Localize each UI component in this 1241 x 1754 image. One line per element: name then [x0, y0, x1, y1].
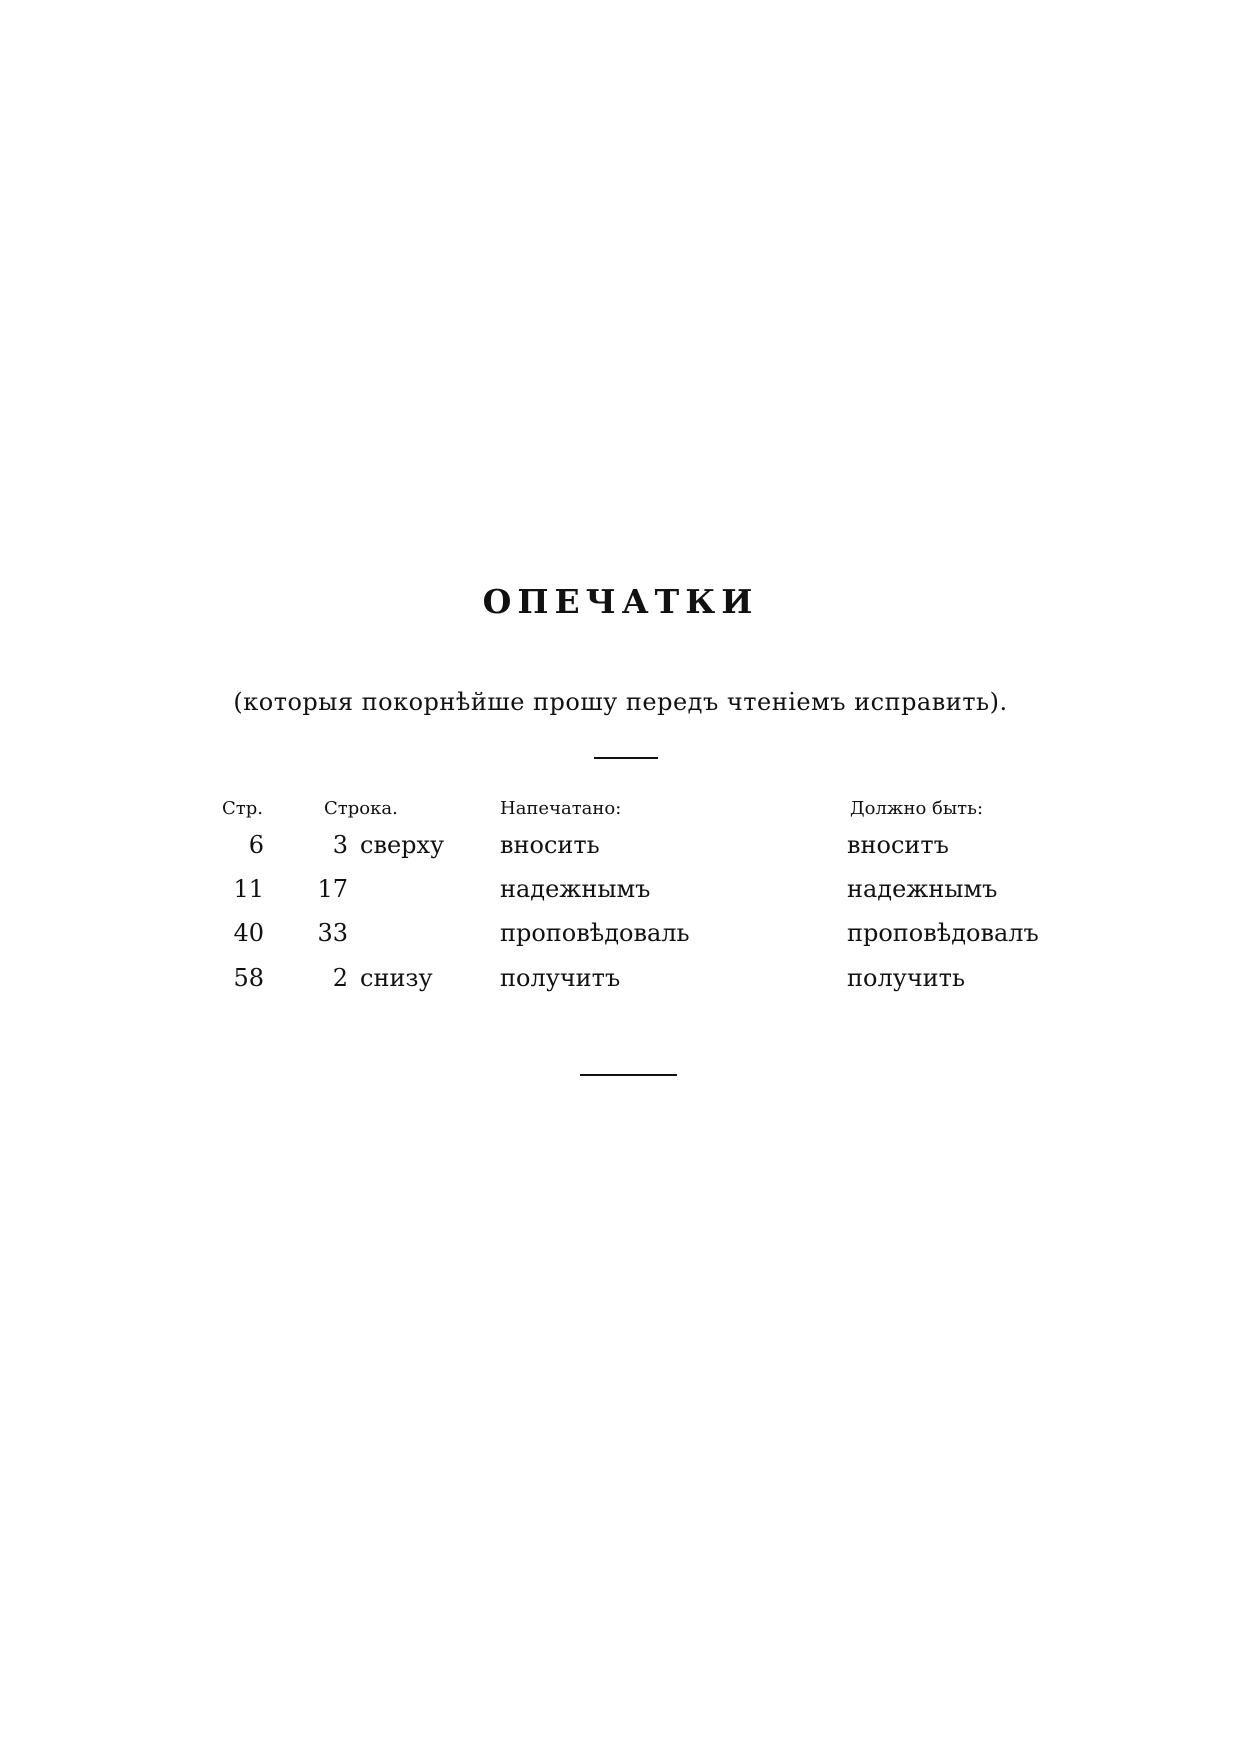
cell-page: 11 — [233, 875, 264, 903]
cell-line: 2 — [332, 964, 348, 992]
column-header-should-be: Должно быть: — [850, 798, 984, 819]
cell-line: 33 — [317, 919, 348, 947]
cell-printed: вносить — [500, 831, 600, 859]
table-row — [0, 961, 1241, 997]
cell-should-be: проповѣдовалъ — [847, 919, 1039, 947]
table-row — [0, 828, 1241, 864]
divider-short — [594, 757, 658, 759]
table-row — [0, 872, 1241, 908]
page-subtitle: (которыя покорнѣйше прошу передъ чтеніемъ исправить). — [233, 688, 1008, 716]
cell-page: 58 — [233, 964, 264, 992]
table-row — [0, 916, 1241, 952]
cell-line: 3 — [332, 831, 348, 859]
cell-page: 40 — [233, 919, 264, 947]
cell-should-be: надежнымъ — [847, 875, 998, 903]
cell-printed: надежнымъ — [500, 875, 651, 903]
divider-long — [580, 1074, 677, 1076]
cell-position: снизу — [360, 964, 433, 992]
column-header-line: Строка. — [324, 798, 398, 819]
cell-should-be: вноситъ — [847, 831, 949, 859]
cell-line: 17 — [317, 875, 348, 903]
column-header-page: Стр. — [222, 798, 263, 819]
cell-printed: получитъ — [500, 964, 621, 992]
cell-position: сверху — [360, 831, 445, 859]
cell-printed: проповѣдоваль — [500, 919, 690, 947]
page-title: ОПЕЧАТКИ — [482, 582, 759, 621]
column-header-printed: Напечатано: — [500, 798, 622, 819]
cell-page: 6 — [248, 831, 264, 859]
cell-should-be: получить — [847, 964, 966, 992]
